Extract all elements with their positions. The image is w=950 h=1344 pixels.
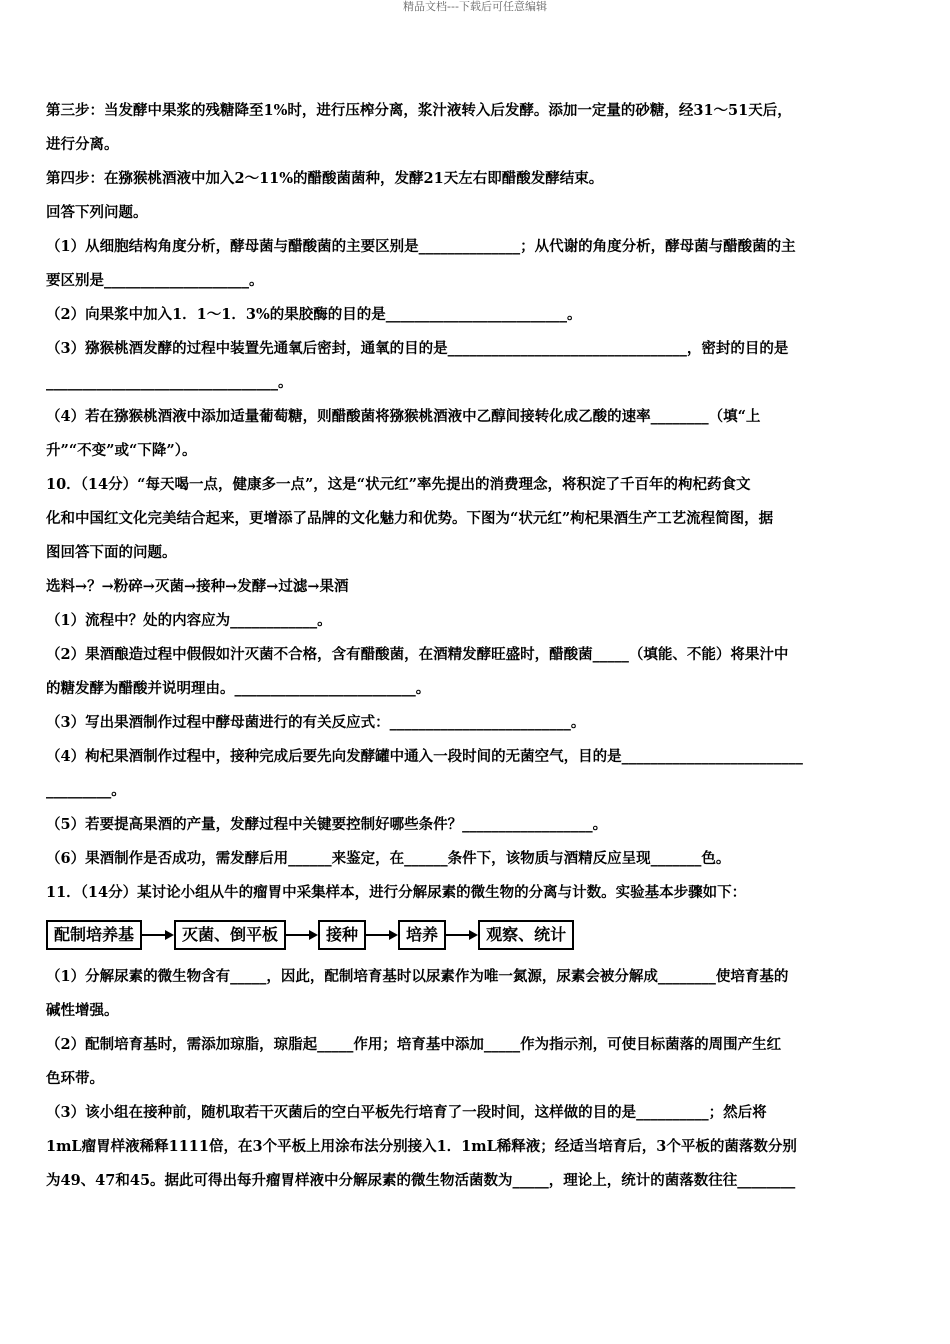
arrow-right-icon [286,930,318,940]
text-line: 选料→？→粉碎→灭菌→接种→发酵→过滤→果酒 [46,578,349,595]
text-line: （2）果酒酿造过程中假假如汁灭菌不合格，含有醋酸菌，在酒精发酵旺盛时，醋酸菌_____（填能、不能）将果汁中 [46,646,789,663]
arrow-right-icon [446,930,478,940]
flowchart-step: 配制培养基 [46,920,142,950]
text-line: 第三步：当发酵中果浆的残糖降至1%时，进行压榨分离，浆汁液转入后发酵。添加一定量的砂糖，经31～51天后， [46,102,792,119]
text-line: 要区别是____________________。 [46,272,264,289]
text-line: （1）从细胞结构角度分析，酵母菌与醋酸菌的主要区别是______________；从代谢的角度分析，酵母菌与醋酸菌的主 [46,238,796,255]
text-line: 10．（14分）“每天喝一点，健康多一点”，这是“状元红”率先提出的消费理念，将积淀了千百年的枸杞药食文 [46,476,751,493]
text-line: （3）该小组在接种前，随机取若干灭菌后的空白平板先行培育了一段时间，这样做的目的是__________；然后将 [46,1104,767,1121]
text-line: （2）配制培育基时，需添加琼脂，琼脂起_____作用；培育基中添加_____作为指示剂，可使目标菌落的周围产生红 [46,1036,782,1053]
text-line: （1）流程中？处的内容应为____________。 [46,612,332,629]
text-line: ________________________________。 [46,374,293,391]
text-line: 化和中国红文化完美结合起来，更增添了品牌的文化魅力和优势。下图为“状元红”枸杞果酒生产工艺流程简图，据 [46,510,774,527]
text-block-bottom [46,960,906,1198]
text-line: 回答下列问题。 [46,204,148,221]
text-line: 升”“不变”或“下降”）。 [46,442,197,459]
text-line: （5）若要提高果酒的产量，发酵过程中关键要控制好哪些条件？__________________。 [46,816,608,833]
page-header: 精品文档---下载后可任意编辑 [403,0,547,13]
text-line: 第四步：在猕猴桃酒液中加入2～11%的醋酸菌菌种，发酵21天左右即醋酸发酵结束。 [46,170,604,187]
text-line: （2）向果浆中加入1．1～1．3%的果胶酶的目的是_________________________。 [46,306,582,323]
text-line: （1）分解尿素的微生物含有_____，因此，配制培育基时以尿素作为唯一氮源，尿素会被分解成________使培育基的 [46,968,789,985]
flowchart-step: 观察、统计 [478,920,574,950]
arrow-right-icon [366,930,398,940]
text-line: （3）写出果酒制作过程中酵母菌进行的有关反应式：_________________________。 [46,714,586,731]
text-line: 的糖发酵为醋酸并说明理由。_________________________。 [46,680,431,697]
text-line: 碱性增强。 [46,1002,119,1019]
text-line: 图回答下面的问题。 [46,544,177,561]
text-line: _________。 [46,782,126,799]
text-line: 1mL瘤胃样液稀释1111倍，在3个平板上用涂布法分别接入1．1mL稀释液；经适当培育后，3个平板的菌落数分别 [46,1138,797,1155]
text-line: 11．（14分）某讨论小组从牛的瘤胃中采集样本，进行分解尿素的微生物的分离与计数。实验基本步骤如下： [46,884,747,901]
text-block-top [46,94,906,910]
text-line: 进行分离。 [46,136,119,153]
flowchart-step: 培养 [398,920,446,950]
flowchart-step: 灭菌、倒平板 [174,920,286,950]
document-body [46,94,906,1198]
text-line: （3）猕猴桃酒发酵的过程中装置先通氧后密封，通氧的目的是_________________________________，密封的目的是 [46,340,789,357]
text-line: （4）枸杞果酒制作过程中，接种完成后要先向发酵罐中通入一段时间的无菌空气，目的是_________________________ [46,748,803,765]
flowchart [46,910,906,960]
arrow-right-icon [142,930,174,940]
text-line: （6）果酒制作是否成功，需发酵后用______来鉴定，在______条件下，该物质与酒精反应呈现_______色。 [46,850,731,867]
text-line: 色环带。 [46,1070,104,1087]
flowchart-step: 接种 [318,920,366,950]
text-line: 为49、47和45。据此可得出每升瘤胃样液中分解尿素的微生物活菌数为_____，理论上，统计的菌落数往往________ [46,1172,796,1189]
text-line: （4）若在猕猴桃酒液中添加适量葡萄糖，则醋酸菌将猕猴桃酒液中乙醇间接转化成乙酸的速率________（填“上 [46,408,761,425]
